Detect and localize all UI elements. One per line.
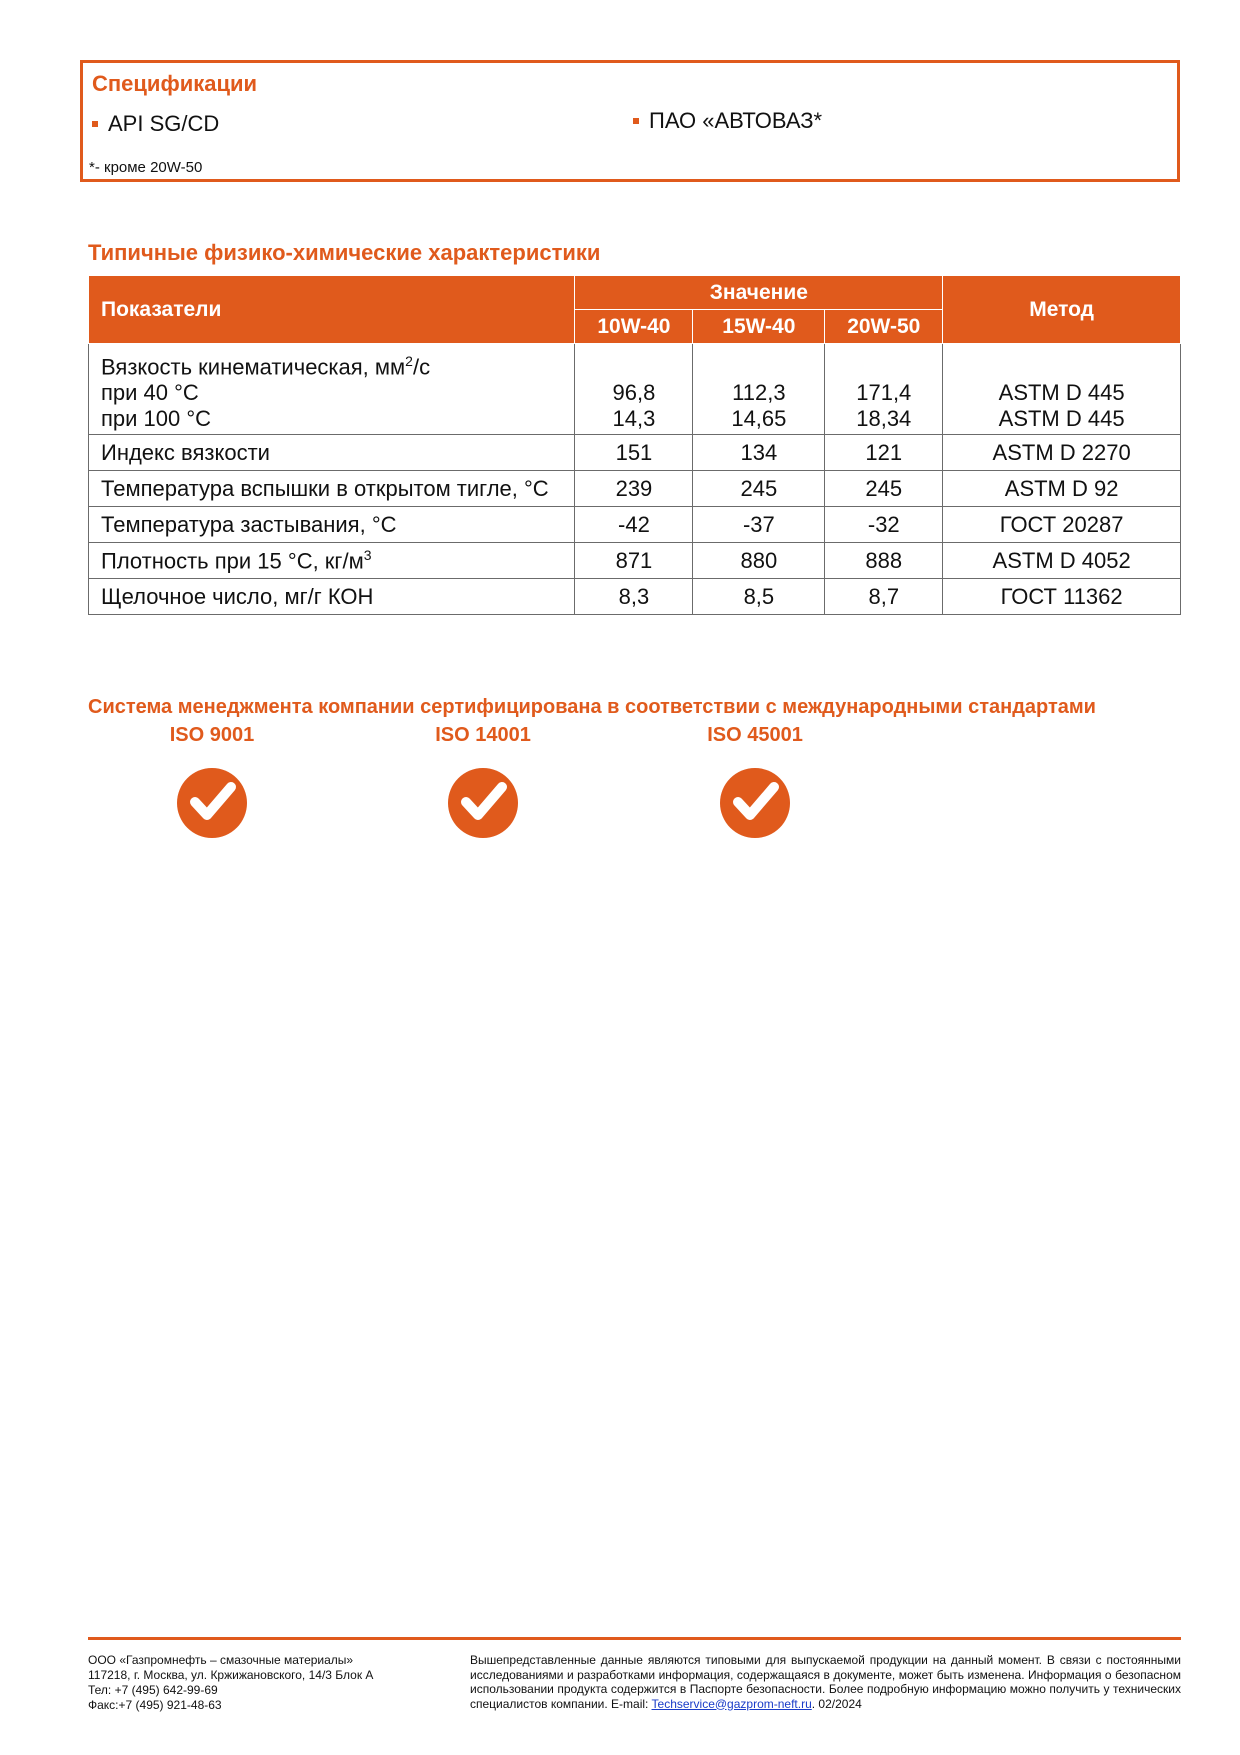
indicator-cell: Вязкость кинематическая, $мм^2/с$ при 40 °С при 100 °С — [89, 344, 575, 435]
method-cell: ASTM D 92 — [943, 471, 1181, 507]
certification-heading: Система менеджмента компании сертифицирована в соответствии с международными стандартами — [88, 696, 1096, 718]
footer-company — [88, 1653, 373, 1713]
value-cell: 134 — [693, 435, 825, 471]
iso-label: ISO 14001 — [435, 724, 531, 746]
table-row — [89, 579, 1181, 615]
characteristics-table — [88, 275, 1181, 615]
value-cell: 880 — [693, 543, 825, 579]
email-link[interactable]: Techservice@gazprom-neft.ru — [651, 1696, 812, 1711]
value-cell: 121 — [825, 435, 943, 471]
indicator-cell: Индекс вязкости — [89, 435, 575, 471]
header-indicators: Показатели — [89, 276, 575, 344]
check-circle-icon — [447, 767, 519, 839]
footer-divider — [88, 1637, 1181, 1640]
table-row — [89, 435, 1181, 471]
value-cell: -32 — [825, 507, 943, 543]
specifications-title: Спецификации — [92, 71, 258, 96]
check-circle-icon — [719, 767, 791, 839]
value-cell: 8,5 — [693, 579, 825, 615]
table-row — [89, 543, 1181, 579]
table-row — [89, 507, 1181, 543]
spec-item — [92, 111, 219, 137]
header-grade: 15W-40 — [693, 310, 825, 344]
value-cell: 112,3 14,65 — [693, 344, 825, 435]
header-grade: 20W-50 — [825, 310, 943, 344]
footer-company-line: 117218, г. Москва, ул. Кржижановского, 14/3 Блок А — [88, 1668, 374, 1682]
value-cell: 245 — [693, 471, 825, 507]
footer-company-line: Тел: +7 (495) 642-99-69 — [88, 1683, 218, 1697]
value-cell: 8,3 — [575, 579, 693, 615]
value-cell: 245 — [825, 471, 943, 507]
table-row — [89, 344, 1181, 435]
table-row — [89, 471, 1181, 507]
check-circle-icon — [176, 767, 248, 839]
footer-company-line: Факс:+7 (495) 921-48-63 — [88, 1698, 222, 1712]
value-cell: -37 — [693, 507, 825, 543]
indicator-cell: Плотность при 15 °С, $кг/м^3$ — [89, 543, 575, 579]
indicator-cell: Температура вспышки в открытом тигле, °С — [89, 471, 575, 507]
header-value: Значение — [575, 276, 943, 310]
value-cell: 871 — [575, 543, 693, 579]
value-cell: 239 — [575, 471, 693, 507]
value-cell: 151 — [575, 435, 693, 471]
specifications-note: *- кроме 20W-50 — [89, 159, 203, 176]
iso-badge — [665, 724, 845, 839]
specifications-box — [80, 60, 1180, 182]
characteristics-title: Типичные физико-химические характеристики — [88, 240, 601, 265]
value-cell: 8,7 — [825, 579, 943, 615]
iso-badge — [393, 724, 573, 839]
value-cell: 171,4 18,34 — [825, 344, 943, 435]
method-cell: ASTM D 4052 — [943, 543, 1181, 579]
value-cell: 96,8 14,3 — [575, 344, 693, 435]
value-cell: 888 — [825, 543, 943, 579]
method-cell: ASTM D 2270 — [943, 435, 1181, 471]
indicator-cell: Щелочное число, мг/г КОН — [89, 579, 575, 615]
footer-disclaimer — [470, 1653, 1181, 1711]
value-cell: -42 — [575, 507, 693, 543]
bullet-icon — [92, 121, 98, 127]
method-cell: ASTM D 445 ASTM D 445 — [943, 344, 1181, 435]
method-cell: ГОСТ 20287 — [943, 507, 1181, 543]
spec-item — [633, 108, 822, 134]
indicator-cell: Температура застывания, °С — [89, 507, 575, 543]
disclaimer-text: Вышепредставленные данные являются типовыми для выпускаемой продукции на данный момент. В связи с постоянными исследованиями и разработками информация, содержащаяся в документе, может быть изменена. Информация о безопасном использовании продукта содержится в Паспорте безопасности. Более подробную информацию можно получить у технических специалистов компании. E-mail: — [470, 1653, 1181, 1711]
iso-badge — [122, 724, 302, 839]
spec-item-label: API SG/CD — [108, 111, 220, 136]
bullet-icon — [633, 118, 639, 124]
header-grade: 10W-40 — [575, 310, 693, 344]
header-method: Метод — [943, 276, 1181, 344]
footer-date: . 02/2024 — [811, 1696, 862, 1711]
iso-label: ISO 9001 — [169, 724, 255, 746]
method-cell: ГОСТ 11362 — [943, 579, 1181, 615]
spec-item-label: ПАО «АВТОВАЗ* — [649, 108, 823, 133]
iso-label: ISO 45001 — [707, 724, 803, 746]
footer-company-line: ООО «Газпромнефть – смазочные материалы» — [88, 1653, 354, 1667]
